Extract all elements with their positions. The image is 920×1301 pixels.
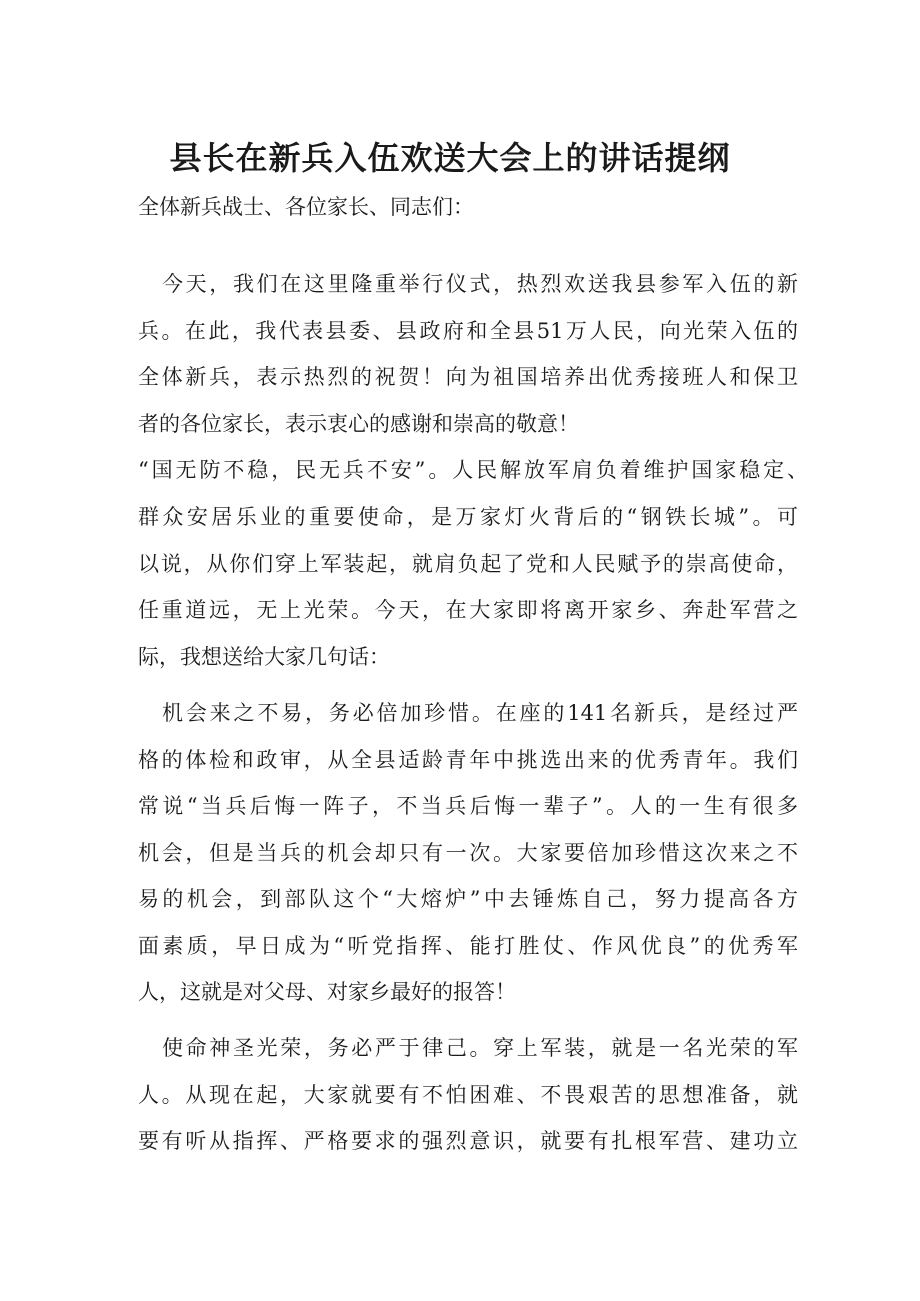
text-line: 人，这就是对父母、对家乡最好的报答！	[138, 980, 516, 1004]
text-line: 群众安居乐业的重要使命，是万家灯火背后的“钢铁长城”。可	[138, 505, 798, 529]
text-line: 际，我想送给大家几句话：	[138, 645, 390, 669]
text-line: 全体新兵，表示热烈的祝贺！向为祖国培养出优秀接班人和保卫	[138, 365, 798, 389]
text-line: 任重道远，无上光荣。今天，在大家即将离开家乡、奔赴军营之	[138, 598, 798, 622]
text-line: 以说，从你们穿上军装起，就肩负起了党和人民赋予的崇高使命，	[138, 552, 798, 576]
text-line: 全体新兵战士、各位家长、同志们：	[138, 195, 474, 219]
text-line: 机会来之不易，务必倍加珍惜。在座的141名新兵，是经过严	[162, 701, 798, 725]
text-line: 面素质，早日成为“听党指挥、能打胜仗、作风优良”的优秀军	[138, 934, 798, 958]
text-line: 易的机会，到部队这个“大熔炉”中去锤炼自己，努力提高各方	[138, 887, 798, 911]
text-line: 要有听从指挥、严格要求的强烈意识，就要有扎根军营、建功立	[138, 1129, 798, 1153]
text-line: 兵。在此，我代表县委、县政府和全县51万人民，向光荣入伍的	[138, 319, 798, 343]
text-line: 使命神圣光荣，务必严于律己。穿上军装，就是一名光荣的军	[162, 1036, 798, 1060]
text-line: 今天，我们在这里隆重举行仪式，热烈欢送我县参军入伍的新	[162, 272, 798, 296]
text-line: 人。从现在起，大家就要有不怕困难、不畏艰苦的思想准备，就	[138, 1083, 798, 1107]
document-title: 县长在新兵入伍欢送大会上的讲话提纲	[169, 139, 731, 177]
text-line: 常说“当兵后悔一阵子，不当兵后悔一辈子”。人的一生有很多	[138, 794, 798, 818]
text-line: 格的体检和政审，从全县适龄青年中挑选出来的优秀青年。我们	[138, 748, 798, 772]
text-line: “国无防不稳，民无兵不安”。人民解放军肩负着维护国家稳定、	[138, 458, 808, 482]
text-line: 者的各位家长，表示衷心的感谢和崇高的敬意！	[138, 412, 579, 436]
text-line: 机会，但是当兵的机会却只有一次。大家要倍加珍惜这次来之不	[138, 841, 798, 865]
